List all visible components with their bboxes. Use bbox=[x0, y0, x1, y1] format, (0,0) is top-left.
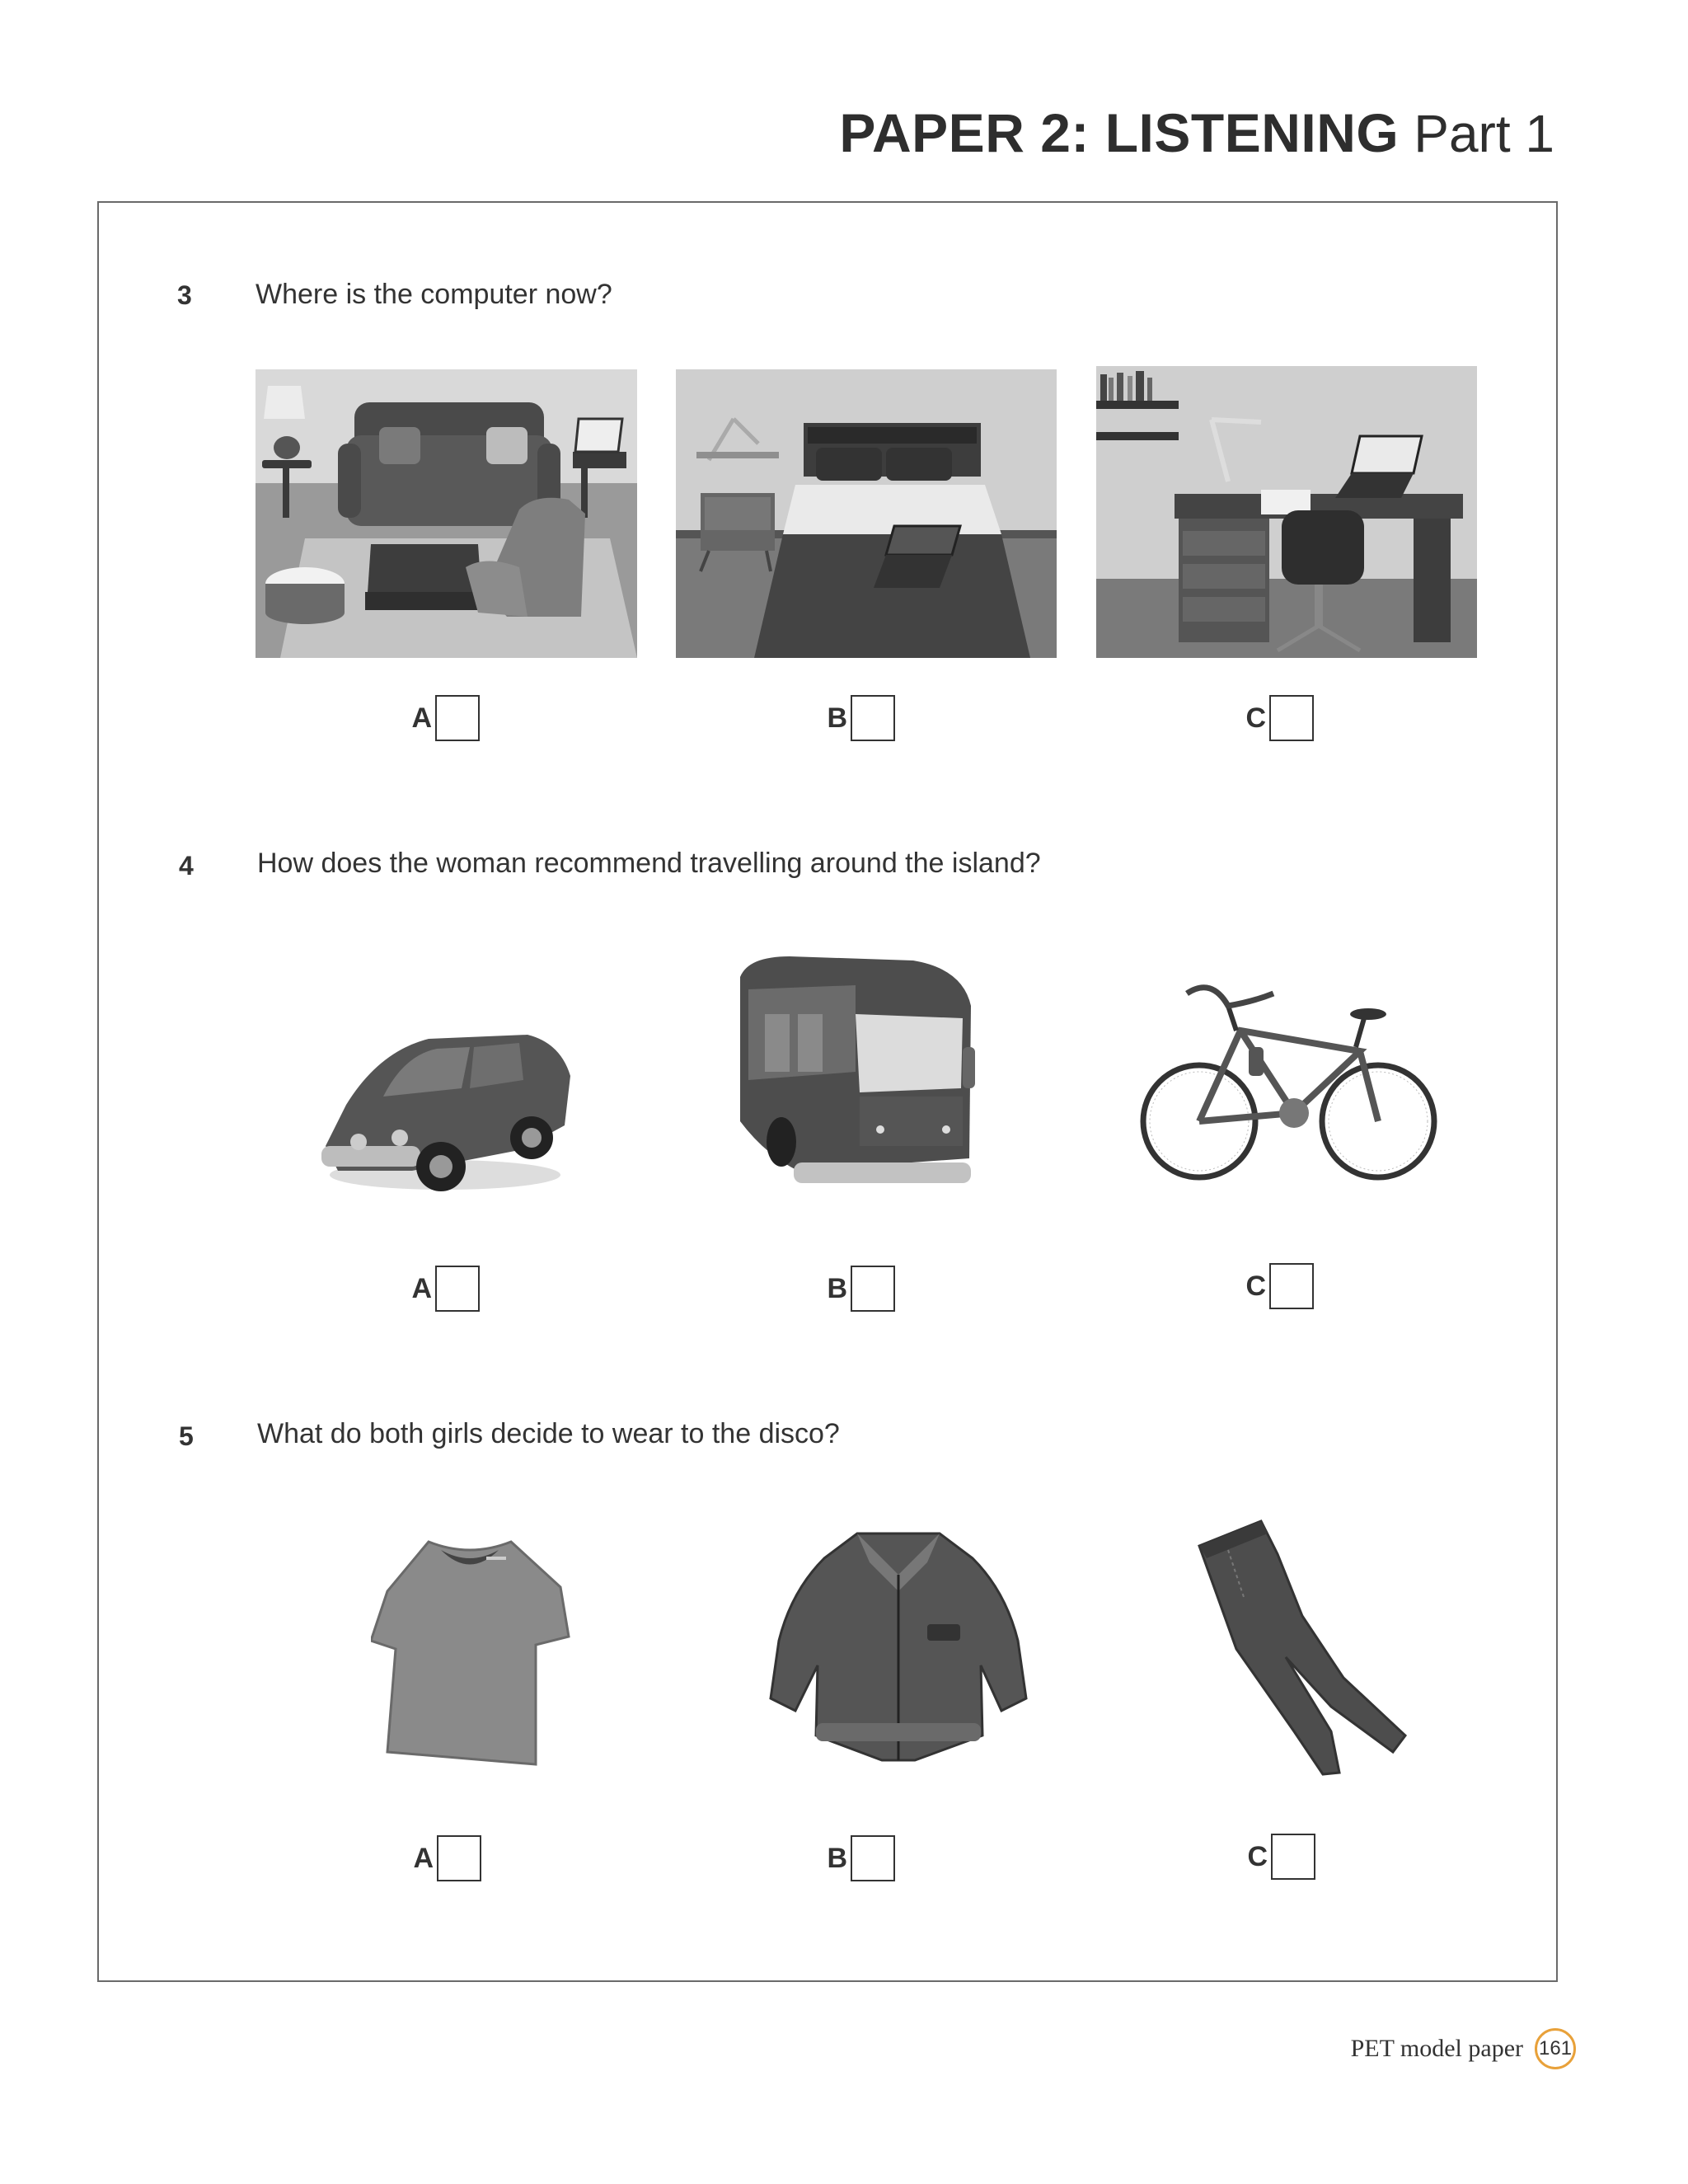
footer-text: PET model paper bbox=[1350, 2035, 1523, 2062]
answer-checkbox[interactable] bbox=[1269, 1263, 1314, 1309]
option-a[interactable] bbox=[410, 1835, 481, 1881]
option-a[interactable] bbox=[409, 1266, 480, 1312]
bus-image bbox=[715, 956, 978, 1195]
page-footer bbox=[1351, 2028, 1576, 2069]
question-number: 5 bbox=[179, 1421, 194, 1451]
answer-checkbox[interactable] bbox=[435, 695, 480, 741]
answer-checkbox[interactable] bbox=[437, 1835, 481, 1881]
option-c[interactable] bbox=[1243, 695, 1314, 741]
answer-checkbox[interactable] bbox=[851, 1835, 895, 1881]
option-letter: B bbox=[827, 702, 847, 734]
option-letter: C bbox=[1247, 1840, 1268, 1872]
answer-checkbox[interactable] bbox=[1269, 695, 1314, 741]
jacket-image bbox=[767, 1525, 1029, 1771]
car-image bbox=[313, 1006, 577, 1195]
option-c[interactable] bbox=[1245, 1834, 1315, 1880]
option-letter: B bbox=[827, 1272, 847, 1304]
study-image bbox=[1096, 366, 1477, 658]
answer-checkbox[interactable] bbox=[851, 695, 895, 741]
question-number: 4 bbox=[179, 851, 194, 881]
option-a[interactable] bbox=[409, 695, 480, 741]
option-letter: C bbox=[1245, 702, 1266, 734]
option-b[interactable] bbox=[824, 1266, 895, 1312]
question-text: What do both girls decide to wear to the disco? bbox=[257, 1418, 840, 1449]
option-b[interactable] bbox=[824, 695, 895, 741]
option-letter: A bbox=[411, 1272, 432, 1304]
question-text: Where is the computer now? bbox=[256, 279, 612, 310]
answer-checkbox[interactable] bbox=[435, 1266, 480, 1312]
answer-checkbox[interactable] bbox=[1271, 1834, 1315, 1880]
bicycle-image bbox=[1137, 969, 1439, 1191]
living-room-image bbox=[256, 369, 637, 658]
jeans-image bbox=[1195, 1517, 1409, 1777]
option-letter: A bbox=[413, 1842, 434, 1874]
part-label: Part 1 bbox=[1414, 104, 1554, 163]
page-number: 161 bbox=[1535, 2028, 1576, 2069]
option-b[interactable] bbox=[824, 1835, 895, 1881]
answer-checkbox[interactable] bbox=[851, 1266, 895, 1312]
t-shirt-image bbox=[371, 1533, 573, 1773]
option-letter: B bbox=[827, 1842, 847, 1874]
option-letter: C bbox=[1245, 1270, 1266, 1302]
paper-title: PAPER 2: LISTENING bbox=[839, 102, 1400, 163]
option-letter: A bbox=[411, 702, 432, 734]
question-text: How does the woman recommend travelling around the island? bbox=[257, 848, 1041, 879]
bedroom-image bbox=[676, 369, 1057, 658]
option-c[interactable] bbox=[1243, 1263, 1314, 1309]
question-number: 3 bbox=[177, 280, 192, 310]
page-header bbox=[839, 102, 1554, 163]
